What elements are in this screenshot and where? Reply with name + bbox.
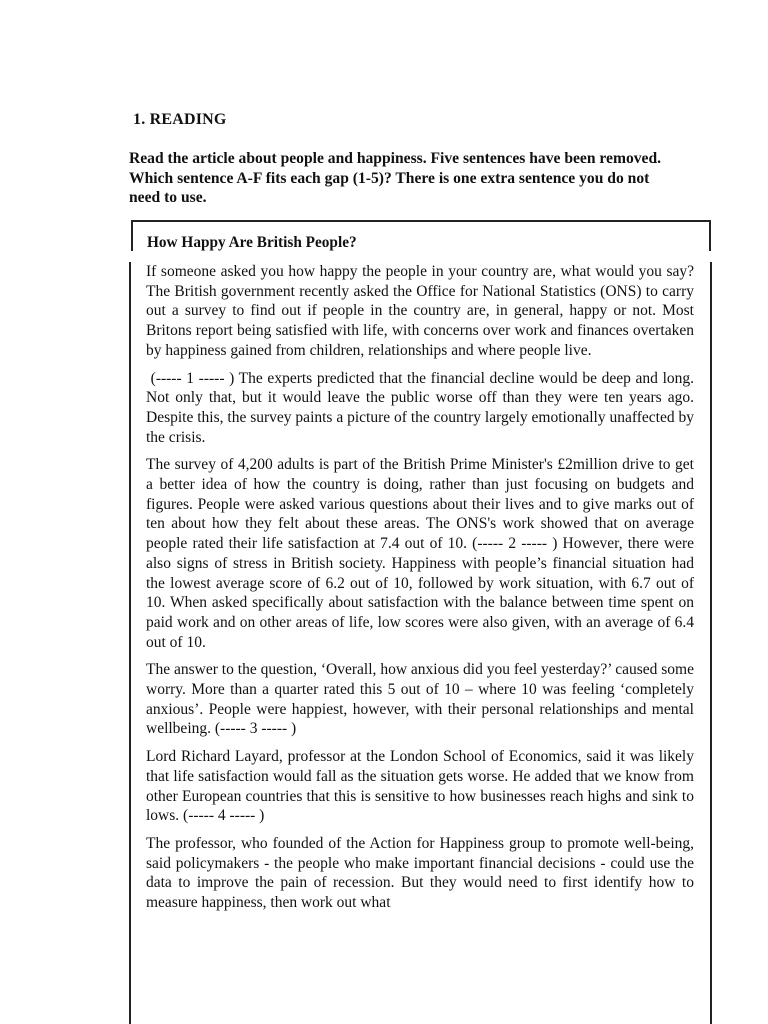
article-title: How Happy Are British People? [147, 234, 357, 251]
instructions: Read the article about people and happiness. Five sentences have been removed. Which sentence A-F fits each gap (1-5)? There is one extra sentence you do not need to use. [129, 150, 662, 206]
article-body [146, 262, 694, 921]
article-paragraph: The survey of 4,200 adults is part of the British Prime Minister's £2million drive to get a better idea of how the country is doing, rather than just focusing on budgets and figures. People were asked various questions about their lives and to give marks out of ten about how they felt about these areas. The ONS's work showed that on average people rated their life satisfaction at 7.4 out of 10. (----- 2 ----- ) However, there were also signs of stress in British society. Happiness with people’s financial situation had the lowest average score of 6.2 out of 10, followed by work situation, with 6.7 out of 10. When asked specifically about satisfaction with the balance between time spent on paid work and on other areas of life, low scores were also given, with an average of 6.4 out of 10. [146, 456, 694, 651]
section-heading: 1. READING [133, 111, 227, 128]
article-paragraph: Lord Richard Layard, professor at the London School of Economics, said it was likely that life satisfaction would fall as the situation gets worse. He added that we know from other European countries that this is sensitive to how businesses reach highs and sink to lows. (----- 4 ----- ) [146, 748, 694, 825]
article-paragraph: The professor, who founded of the Action for Happiness group to promote well-being, said policymakers - the people who make important financial decisions - could use the data to improve the pain of recession. But they would need to first identify how to measure happiness, then work out what [146, 834, 694, 912]
article-paragraph: (----- 1 ----- ) The experts predicted that the financial decline would be deep and long. Not only that, but it would leave the public worse off than they were ten years ago. Despite this, the survey paints a picture of the country largely emotionally unaffected by the crisis. [146, 369, 694, 446]
article-paragraph: The answer to the question, ‘Overall, how anxious did you feel yesterday?’ caused some worry. More than a quarter rated this 5 out of 10 – where 10 was feeling ‘completely anxious’. People were happiest, however, with their personal relationships and mental wellbeing. (----- 3 ----- ) [146, 661, 694, 738]
article-paragraph: If someone asked you how happy the people in your country are, what would you say? The British government recently asked the Office for National Statistics (ONS) to carry out a survey to find out if people in the country are, in general, happy or not. Most Britons report being satisfied with life, with concerns over work and finances overtaken by happiness gained from children, relationships and where people live. [146, 263, 694, 359]
